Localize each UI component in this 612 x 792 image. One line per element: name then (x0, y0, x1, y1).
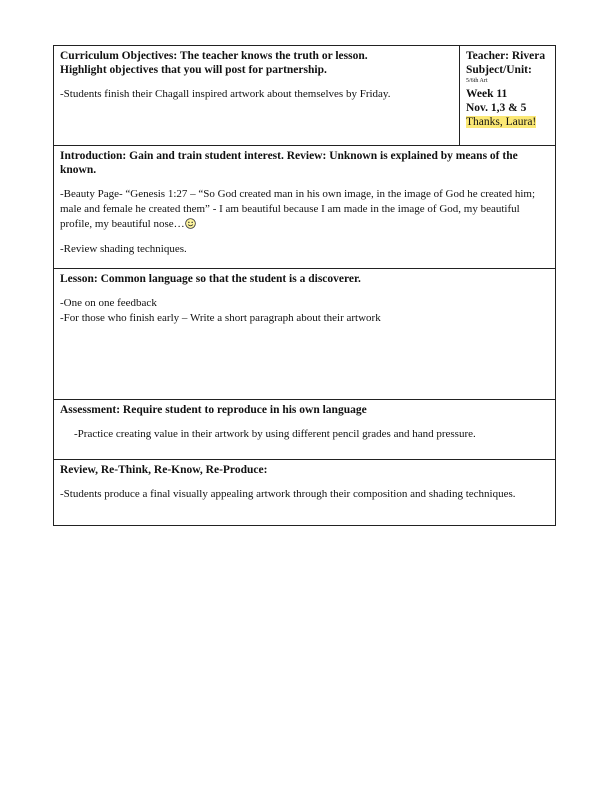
assessment-heading: Assessment: Require student to reproduce in his own language (60, 404, 367, 416)
objectives-cell (54, 46, 460, 146)
beauty-page-text: -Beauty Page- “Genesis 1:27 – “So God created man in his own image, in the image of God he created him; male and female he created them” - I am beautiful because I am made in the image of God, my beautiful profile, my beautiful nose… (60, 188, 536, 230)
review-heading: Review, Re-Think, Re-Know, Re-Produce: (60, 464, 268, 476)
assessment-cell (54, 400, 556, 460)
dates-label: Nov. 1,3 & 5 (466, 102, 527, 114)
lesson-plan-table (53, 45, 556, 526)
lesson-heading: Lesson: Common language so that the student is a discoverer. (60, 273, 361, 285)
teacher-info-cell (460, 46, 556, 146)
review-text: -Students produce a final visually appealing artwork through their composition and shading techniques. (60, 488, 516, 500)
lesson-item: -One on one feedback (60, 297, 157, 309)
lesson-item: -For those who finish early – Write a short paragraph about their artwork (60, 312, 381, 324)
week-label: Week 11 (466, 88, 508, 100)
introduction-heading: Introduction: Gain and train student interest. Review: Unknown is explained by means of the known. (60, 150, 518, 176)
review-shading-text: -Review shading techniques. (60, 243, 187, 255)
objectives-text: -Students finish their Chagall inspired artwork about themselves by Friday. (60, 88, 391, 100)
grade-label: 5/6th Art (466, 78, 488, 84)
smiley-face-icon (185, 218, 196, 229)
thanks-note: Thanks, Laura! (466, 116, 537, 128)
objectives-heading: Curriculum Objectives: The teacher knows the truth or lesson. Highlight objectives that you will post for partnership. (60, 50, 368, 76)
lesson-cell (54, 269, 556, 400)
review-cell (54, 460, 556, 526)
teacher-name: Teacher: Rivera (466, 50, 546, 62)
introduction-cell (54, 146, 556, 269)
assessment-text: -Practice creating value in their artwork by using different pencil grades and hand pressure. (74, 428, 476, 440)
subject-unit-label: Subject/Unit: (466, 64, 532, 76)
